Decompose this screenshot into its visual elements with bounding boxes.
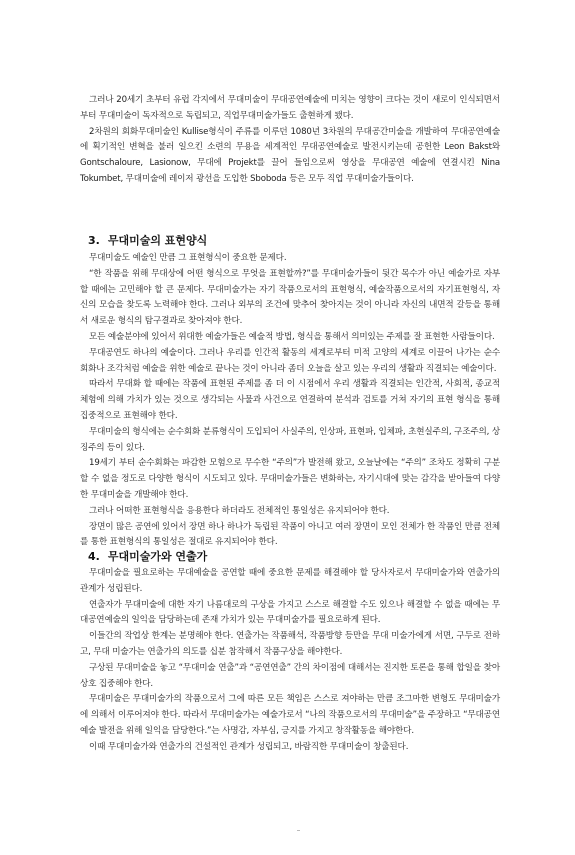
intro-section [80, 93, 500, 188]
section-3-heading [80, 234, 500, 248]
paragraph: 19세기 부터 순수회화는 파감한 모험으로 무수한 “주의”가 발전해 왔고, 오늘날에는 “주의” 조차도 정확히 구분할 수 없을 정도로 다양한 형식이 시도되고 있다. 무대미술가들은 변화하는, 자기시대에 맞는 감각을 받아들여 다양한 무대미술을 개발해야 한다. [80, 458, 500, 500]
page-mark [297, 830, 300, 831]
paragraph: 따라서 무대화 할 때에는 작품에 표현된 주제를 좀 더 이 시점에서 우리 생활과 직결되는 인간적, 사회적, 종교적 체험에 의해 가치가 있는 것으로 생각되는 사물과 사건으로 연결하여 분석과 검토를 거쳐 자기의 표현 형식을 통해 집중적으로 표현해야 한다. [80, 379, 500, 421]
section-title: 무대미술의 표현양식 [107, 234, 208, 247]
paragraph: 무대미술도 예술인 만큼 그 표현형식이 중요한 문제다. [89, 253, 287, 263]
section-title: 무대미술가와 연출가 [107, 550, 208, 563]
paragraph: 모든 예술분야에 있어서 위대한 예술가들은 예술적 방법, 형식을 통해서 의미있는 주제를 잘 표현한 사람들이다. [89, 331, 495, 342]
section-3-body [80, 251, 500, 551]
section-4-heading [80, 550, 500, 564]
section-number: 3. [88, 234, 100, 247]
paragraph: 구상된 무대미술을 놓고 “무대미술 연출”과 “공연연출” 간의 차이점에 대해서는 진지한 토론을 통해 합일을 찾아 상호 집중해야 한다. [80, 662, 500, 689]
paragraph: 연출자가 무대미술에 대한 자기 나름대로의 구상을 가지고 스스로 해결할 수도 있으나 해결할 수 없을 때에는 무대공연예술의 일익을 담당하는데 존재 가치가 있는 무대미술가를 필요로하게 된다. [80, 599, 500, 626]
paragraph: 무대미술을 필요로하는 무대예술을 공연할 때에 중요한 문제를 해결해야 할 당사자로서 무대미술가와 연출가의 관계가 성립된다. [80, 568, 500, 594]
paragraph: 장면이 많은 공연에 있어서 장면 하나 하나가 독립된 작품이 아니고 여러 장면이 모인 전체가 한 작품인 만큼 전체를 통한 표현형식의 통일성은 절대로 유지되어야 한다. [80, 521, 500, 548]
paragraph: 무대미술은 무대미술가의 작품으로서 그에 따른 모든 책임은 스스로 져야하는 만큼 조그마한 변형도 무대미술가에 의해서 이루어져야 한다. 따라서 무대미술가는 예술가로서 “나의 작품으로서의 무대미술”을 주장하고 “무대공연예술 발전을 위해 일익을 담당한다.”는 사명감, 자부심, 긍지를 가지고 창작활동을 해야한다. [80, 694, 500, 736]
section-4-body [80, 566, 500, 756]
paragraph: “한 작품을 위해 무대상에 어떤 형식으로 무엇을 표현할까?”를 무대미술가들이 뒷간 목수가 아닌 예술가로 자부할 때에는 고민해야 할 큰 문제다. 무대미술가는 자기 작품으로서의 표현형식, 예술작품으로서의 자기표현형식, 자신의 모습을 찾도록 노력해야 한다. 그러나 외부의 조건에 맞추어 찾아지는 것이 아니라 자신의 내면적 갈등을 통해서 새로운 형식의 탐구결과로 찾아져야 한다. [80, 268, 500, 327]
paragraph: 무대공연도 하나의 예술이다. 그러나 우리를 인간적 활동의 세계로부터 미적 고양의 세계로 이끌어 나가는 순수회화나 조각처럼 예술을 위한 예술로 끝나는 것이 아니라 좀더 오늘을 살고 있는 우리의 생활과 직결되는 예술이다. [80, 347, 500, 374]
section-number: 4. [88, 550, 100, 563]
paragraph: 이때 무대미술가와 연출가의 건설적인 관계가 성립되고, 바람직한 무대미술이 창출된다. [89, 741, 409, 752]
paragraph: 그러나 어떠한 표현형식을 응용한다 하더라도 전체적인 통일성은 유지되어야 한다. [89, 505, 390, 516]
paragraph: 그러나 20세기 초부터 유럽 각지에서 무대미술이 무대공연예술에 미치는 영향이 크다는 것이 새로이 인식되면서부터 무대미술이 독자적으로 독립되고, 직업무대미술가들도 출현하게 됐다. [80, 95, 500, 121]
paragraph: 2차원의 회화무대미술인 Kullise형식이 주류를 이루던 1080년 3차원의 무대공간미술을 개발하여 무대공연예술에 획기적인 변혁을 불러 일으킨 소련의 무용을 세계적인 무대공연예술로 발전시키는데 공헌한 Leon Bakst와 Gontschaloure, Lasionow, 무대에 Projekt를 끌어 들임으로써 영상을 무대공연 예술에 연결시킨 Nina Tokumbet, 무대미술에 레이저 광선을 도입한 Sboboda 등은 모두 직업 무대미술가들이다. [80, 126, 500, 184]
paragraph: 이들간의 작업상 한계는 분명해야 한다. 연출가는 작품해석, 작품방향 등만을 무대 미술가에게 서면, 구두로 전하고, 무대 미술가는 연출가의 의도를 십분 참작해서 작품구상을 해야한다. [80, 631, 500, 657]
paragraph: 무대미술의 형식에는 순수회화 분류형식이 도입되어 사실주의, 인상파, 표현파, 입체파, 초현실주의, 구조주의, 상징주의 등이 있다. [80, 426, 500, 453]
